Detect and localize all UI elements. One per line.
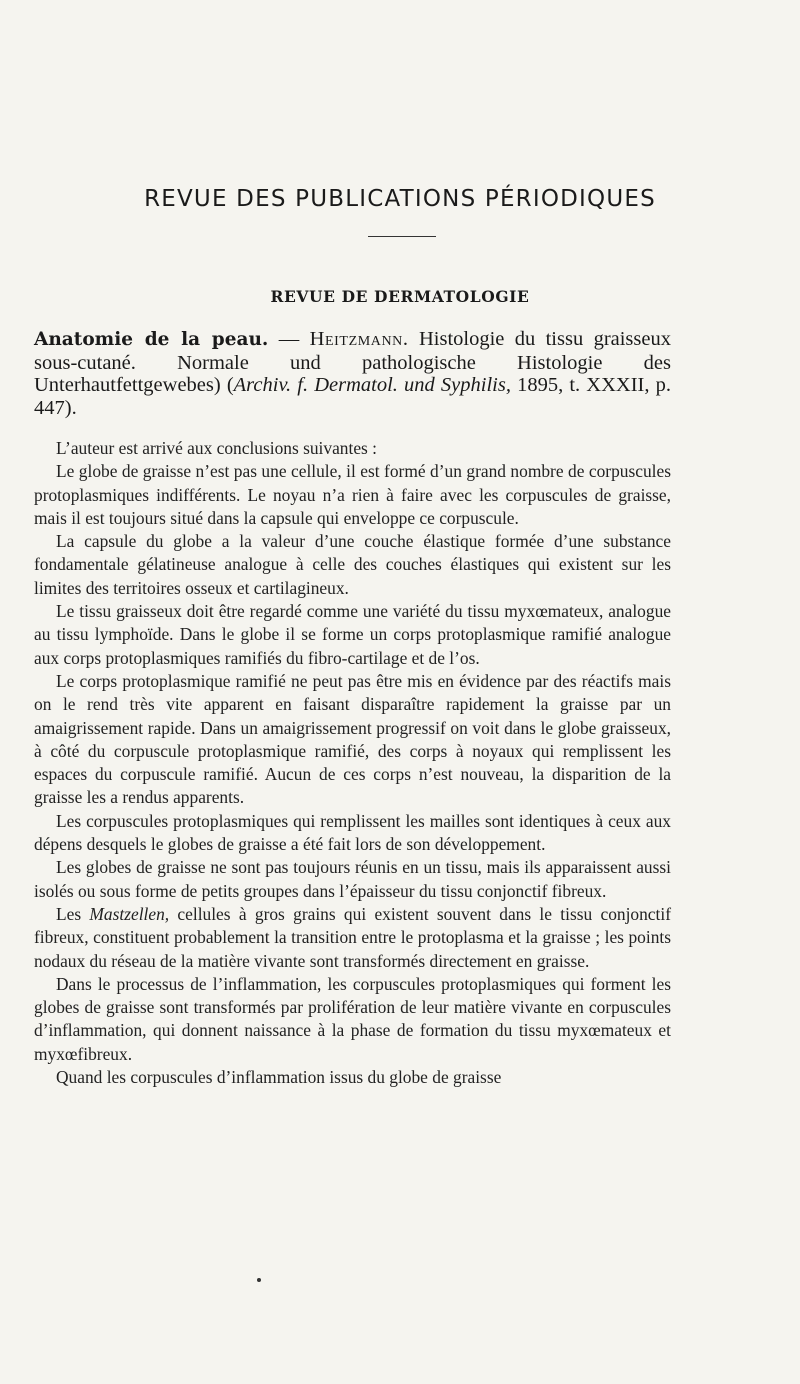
section-heading: REVUE DE DERMATOLOGIE [270,287,530,306]
paragraph: L’auteur est arrivé aux conclusions suivantes : [56,438,377,458]
paragraph-lead: Les [56,903,90,924]
title-rule [368,236,436,237]
paragraph: La capsule du globe a la valeur d’une couche élastique formée d’une substance fondamentale gélatineuse analogue à celle des couches élastiques qui existent sur les limites des territoires osseux et cartilagineux. [34,531,671,598]
ink-speck [257,1278,261,1282]
article-reference [34,328,671,419]
page-title: REVUE DES PUBLICATIONS PÉRIODIQUES [144,186,656,212]
paragraph: Dans le processus de l’inflammation, les corpuscules protoplasmiques qui forment les globes de graisse sont transformés par prolifération de leur matière vivante en corpuscules d’inflammation, qui donnent naissance à la phase de formation du tissu myxœmateux et myxœfibreux. [34,973,671,1064]
paragraph: Le corps protoplasmique ramifié ne peut pas être mis en évidence par des réactifs mais on le rend très vite apparent en faisant disparaître rapidement la graisse par un amaigrissement rapide. Dans un amaigrissement progressif on voit dans le globe graisseux, à côté du corpuscule protoplasmique ramifié, des corps à noyaux qui remplissent les espaces du corpuscule ramifié. Aucun de ces corps n’est nouveau, la disparition de la graisse les a rendus apparents. [34,670,671,808]
paragraph [34,903,671,973]
article-journal: Archiv. f. Dermatol. und Syphilis, [233,374,511,397]
paragraph: Les globes de graisse ne sont pas toujours réunis en un tissu, mais ils apparaissent aussi isolés ou sous forme de petits groupes dans l’épaisseur du tissu conjonctif fibreux. [34,857,671,901]
paragraph-italic-term: Mastzellen, [89,903,170,924]
article-citation: 1895, t. XXXII, p. 447). [34,374,671,419]
paragraph: Le globe de graisse n’est pas une cellule, il est formé d’un grand nombre de corpuscules protoplasmiques indifférents. Le noyau n’a rien à faire avec les corpuscules de graisse, mais il est toujours situé dans la capsule qui enveloppe ce corpuscule. [34,461,671,528]
paragraph: Le tissu graisseux doit être regardé comme une variété du tissu myxœmateux, analogue au tissu lymphoïde. Dans le globe il se forme un corps protoplasmique ramifié analogue aux corps protoplasmiques ramifiés du fibro-cartilage et de l’os. [34,601,671,668]
paragraph: Les corpuscules protoplasmiques qui remplissent les mailles sont identiques à ceux aux dépens desquels le globes de graisse a été fait lors de son développement. [34,810,671,855]
article-title: Histologie du tissu graisseux sous-cutané. Normale und pathologische Histologie des Unterhautfettgewebes) ( [34,328,671,397]
article-subject: Anatomie de la peau. [34,329,269,350]
article-body [34,437,671,1089]
paragraph: Quand les corpuscules d’inflammation issus du globe de graisse [56,1067,502,1088]
article-dash: — [268,328,310,350]
paragraph-rest: cellules à gros grains qui existent souvent dans le tissu conjonctif fibreux, constituent probablement la transition entre le protoplasma et la graisse ; les points nodaux du réseau de la matière vivante sont transformés directement en graisse. [34,903,671,971]
article-author: Heitzmann. [309,328,409,350]
